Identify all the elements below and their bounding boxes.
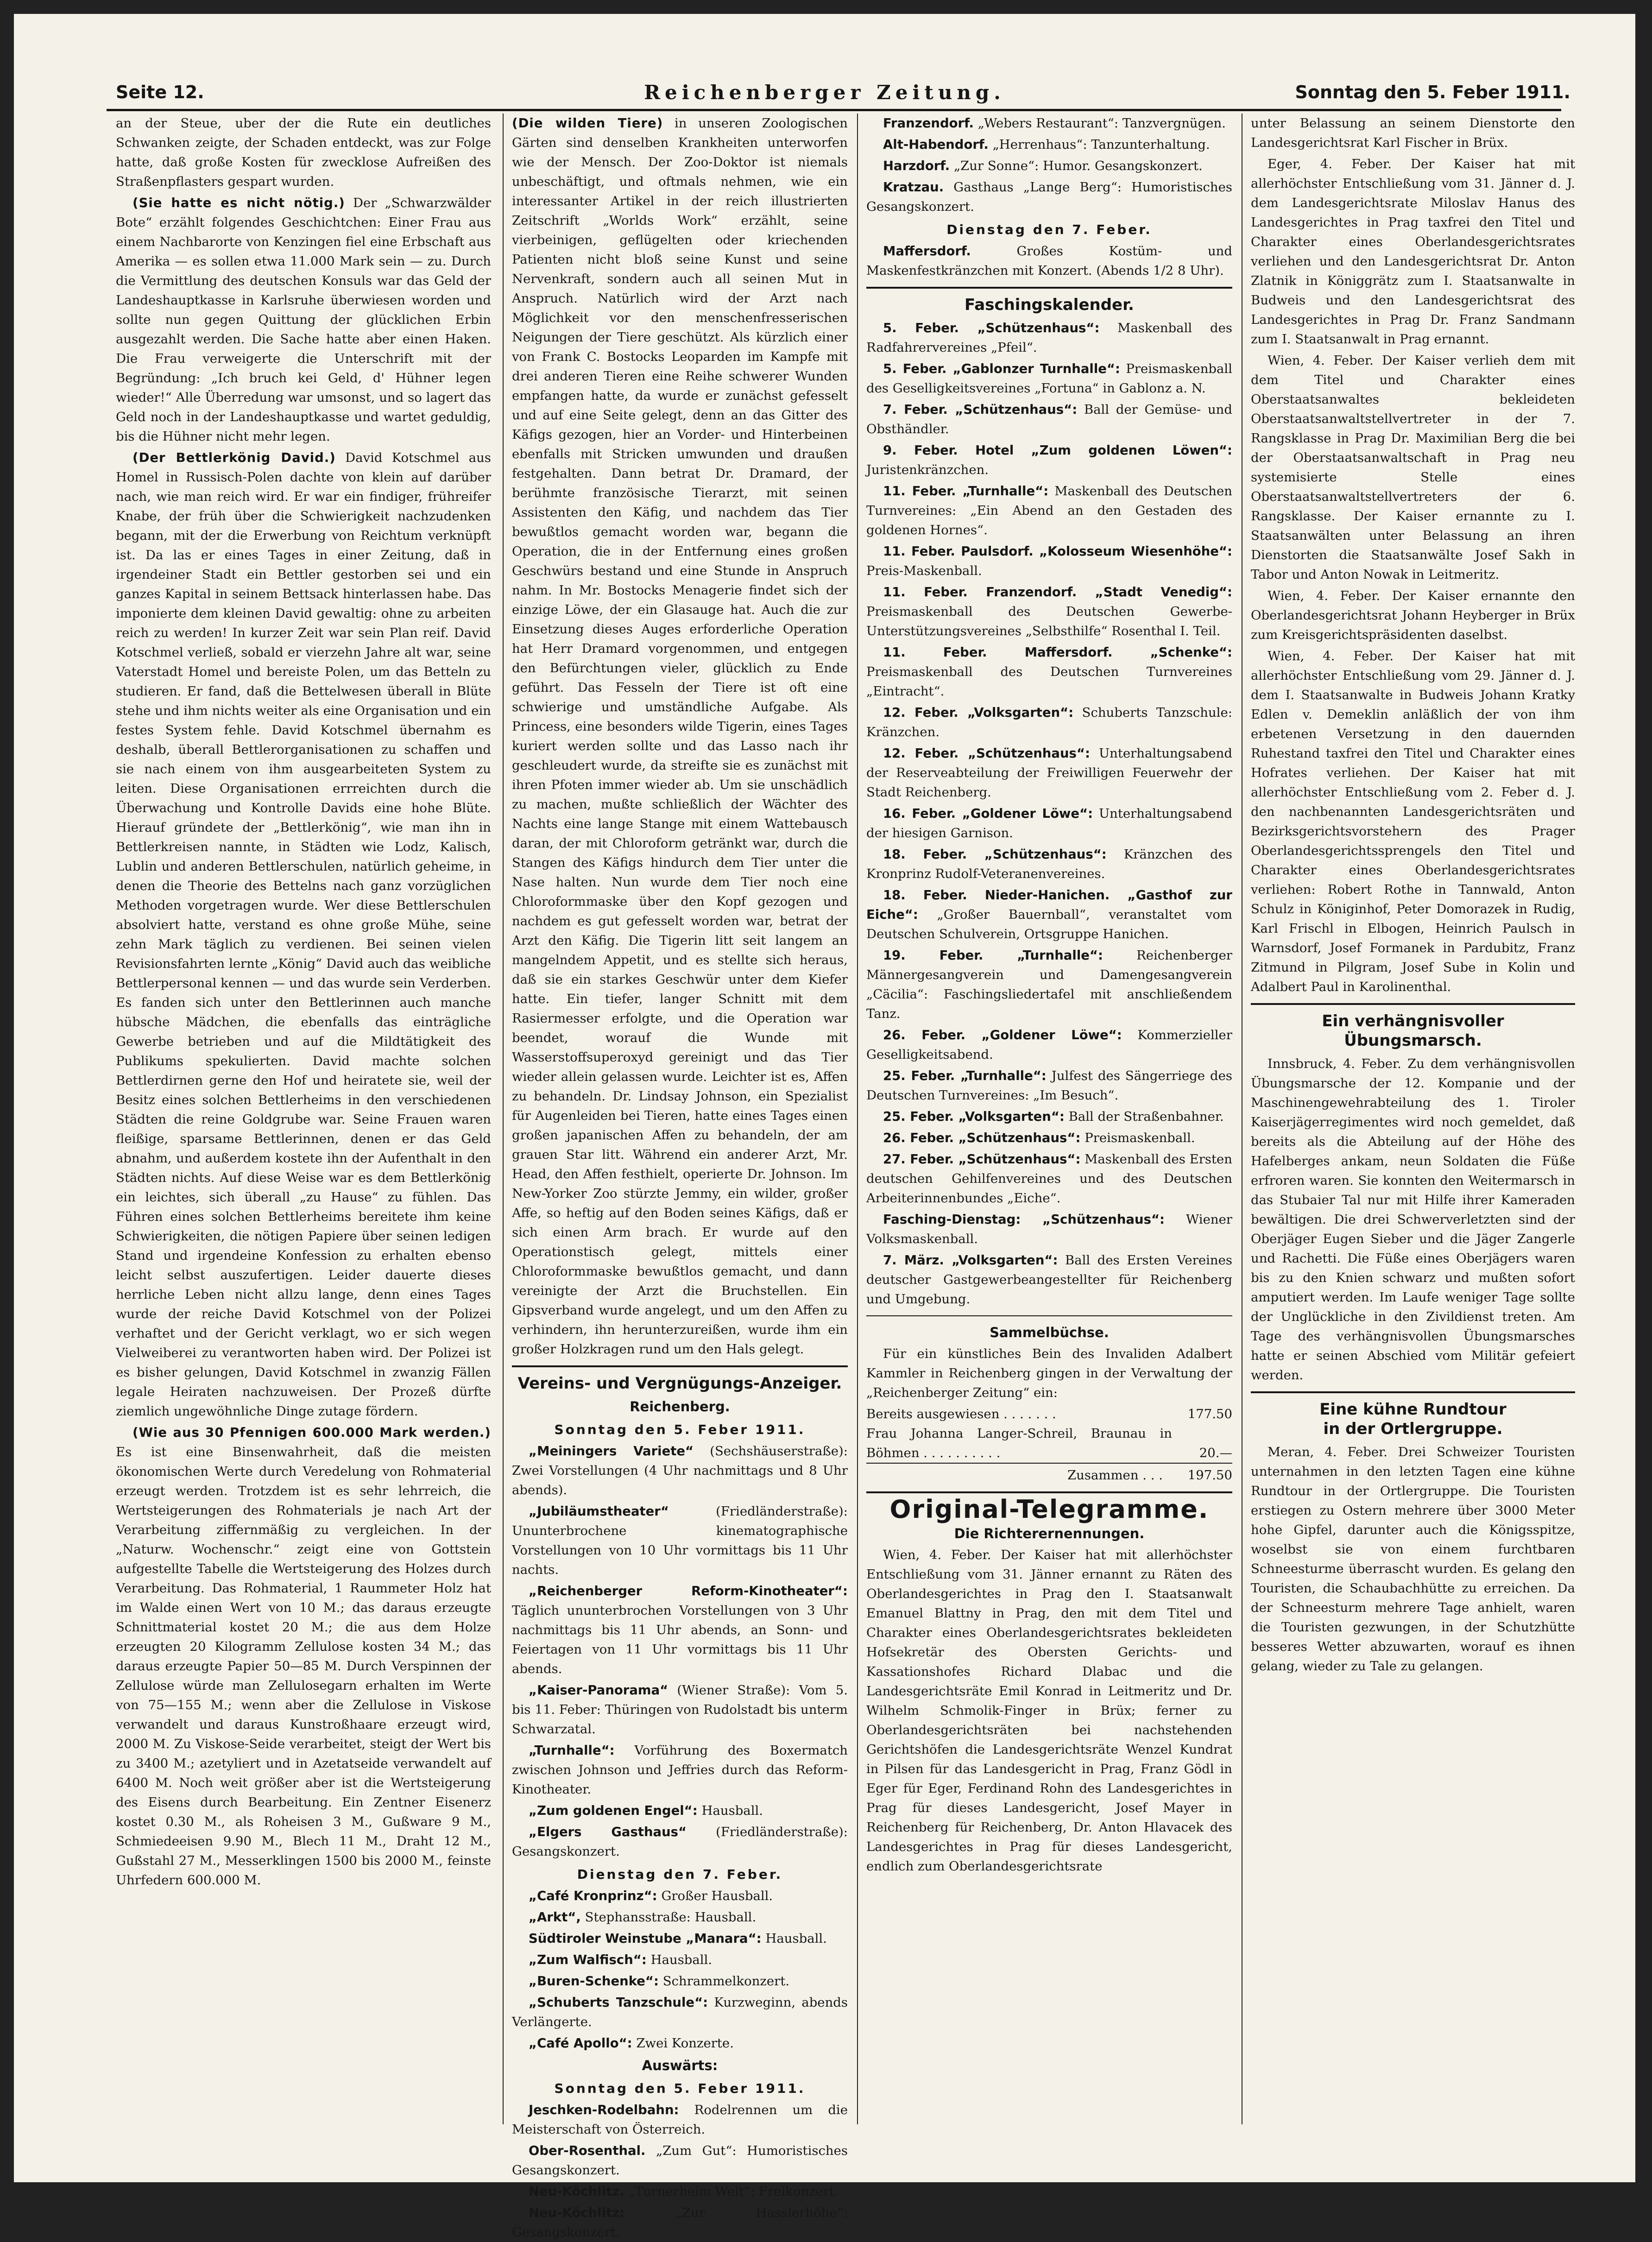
event-text: (Sechshäuserstraße): Zwei Vorstellungen (4 Uhr nachmittags und 8 Uhr abends). <box>512 1444 848 1497</box>
calendar-text: Unterhaltungsabend der hiesigen Garnison. <box>866 806 1232 840</box>
event-venue: Ober-Rosenthal. <box>529 2143 646 2158</box>
article-paragraph: Wien, 4. Feber. Der Kaiser hat mit allerhöchster Entschließung vom 31. Jänner ernannt zu Räten des Oberlandesgerichtes in Prag den I. Staatsanwalt Emanuel Blattny in Prag, den mit dem Titel und Charakter eines Oberlandesgerichtsrates bekleideten Hofsekretär des Obersten Gerichts- und Kassationshofes Richard Dlabac und die Landesgerichtsräte Emil Konrad in Leitmeritz und Dr. Wilhelm Schmolik-Finger in Brüx; ferner zu Oberlandesgerichtsräten bei nachstehenden Gerichtshöfen die Landesgerichtsräte Wenzel Kundrat in Pilsen für das Landesgericht in Prag, Franz Gödl in Eger für Eger, Ferdinand Rohn des Landesgerichtes in Prag für dieses Landesgericht, Josef Mayer in Reichenberg für Reichenberg, Dr. Anton Hlavacek des Landesgerichtes in Prag für dieses Landesgericht, endlich zum Oberlandesgerichtsrate <box>866 1547 1232 1874</box>
section-title: Faschingskalender. <box>965 296 1134 314</box>
event-entry <box>512 1741 848 1799</box>
calendar-date-venue: 11. Feber. Maffersdorf. „Schenke“: <box>883 645 1232 660</box>
event-text: Täglich ununterbrochen Vorstellungen von 3 Uhr nachmittags bis 11 Uhr abends, an Sonn- und Feiertagen von 11 Uhr vormittags bis 11 Uhr abends. <box>512 1603 848 1676</box>
calendar-entry <box>866 885 1232 944</box>
event-text: „Zum Gut“: Humoristisches Gesangskonzert. <box>512 2143 848 2178</box>
calendar-date-venue: 18. Feber. Nieder-Hanichen. „Gasthof zur Eiche“: <box>866 888 1232 922</box>
event-text: „Herrenhaus“: Tanzunterhaltung. <box>992 137 1210 152</box>
event-venue: Kratzau. <box>883 180 944 195</box>
event-venue: „Elgers Gasthaus“ <box>529 1825 687 1839</box>
calendar-text: Schuberts Tanzschule: Kränzchen. <box>866 705 1233 739</box>
calendar-text: Preismaskenball des Deutschen Gewerbe- Unterstützungsvereines „Selbsthilfe“ Rosenthal I. Teil. <box>866 604 1232 638</box>
article-headline: (Der Bettlerkönig David.) <box>132 450 336 465</box>
table-row <box>866 1404 1232 1424</box>
event-venue: Südtiroler Weinstube „Manara“: <box>529 1931 762 1946</box>
event-text: Vorführung des Boxermatch zwischen Johnson und Jeffries durch das Reform-Kinotheater. <box>512 1743 848 1797</box>
event-entry <box>866 135 1232 154</box>
article-paragraph: Wien, 4. Feber. Der Kaiser verlieh dem mit dem Titel und Charakter eines Oberstaatsanwaltes bekleideten Oberstaatsanwaltstellvertreter in der 7. Rangsklasse in Prag Dr. Maximilian Berg die bei der Oberstaatsanwaltschaft in Prag neu systemisierte Stelle eines Oberstaatsanwaltstellvertreters der 6. Rangsklasse. Der Kaiser ernannte zu I. Staatsanwälten unter Belassung an ihren Dienstorten die Staatsanwälte Josef Sakh in Tabor und Anton Nowak in Leitmeritz. <box>1251 353 1575 582</box>
calendar-date-venue: 9. Feber. Hotel „Zum goldenen Löwen“: <box>883 443 1232 458</box>
calendar-text: Juristenkränzchen. <box>866 462 989 477</box>
article-paragraph: Wien, 4. Feber. Der Kaiser ernannte den Oberlandesgerichtsrat Johann Heyberger in Brüx zum Kreisgerichtspräsidenten daselbst. <box>1251 588 1575 642</box>
article-headline-2: in der Ortlergruppe. <box>1323 1420 1503 1438</box>
calendar-text: Kränzchen des Kronprinz Rudolf-Veteranenvereines. <box>866 847 1232 881</box>
event-venue: „Zum Walfisch“: <box>529 1952 647 1967</box>
event-venue: „Arkt“, <box>529 1910 581 1925</box>
column-2 <box>512 114 848 2240</box>
event-text: Schrammelkonzert. <box>662 1974 790 1989</box>
section-rule <box>512 1365 848 1367</box>
event-text: „Webers Restaurant“: Tanzvergnügen. <box>977 116 1226 131</box>
table-row-total <box>866 1463 1232 1485</box>
event-entry <box>512 1993 848 2032</box>
calendar-entry <box>866 318 1232 357</box>
column-1 <box>116 114 491 2134</box>
article-paragraph: Innsbruck, 4. Feber. Zu dem verhängnisvollen Übungsmarsche der 12. Kompanie und der Maschinengewehrabteilung des 1. Tiroler Kaiserjägerregimentes wird noch gemeldet, daß bereits als die Abteilung auf der Höhe des Hafelberges ankam, neun Soldaten die Füße erfroren waren. Sie konnten den Weitermarsch in das Stubaier Tal nur mit Hilfe ihrer Kameraden bewältigen. Die drei Schwerverletzten sind der Oberjäger Eugen Sieber und die Jäger Zangerle und Rachetti. Die Füße eines Oberjägers waren bis zu den Knien schwarz und mußten sofort amputiert werden. Im Laufe weniger Tage sollte der Unglückliche in den Zivildienst treten. Am Tage des verhängnisvollen Übungsmarsches hatte er seinen Abschied vom Militär gefeiert werden. <box>1251 1056 1575 1383</box>
calendar-text: Maskenball des Deutschen Turnvereines: „Ein Abend an den Gestaden des goldenen Hornes“. <box>866 484 1232 537</box>
date-heading: Sonntag den 5. Feber 1911. <box>554 1422 806 1437</box>
issue-date: Sonntag den 5. Feber 1911. <box>1295 82 1570 102</box>
event-entry <box>866 156 1232 176</box>
event-entry <box>512 2034 848 2053</box>
event-text: Hausball. <box>701 1803 763 1818</box>
event-venue: „Jubiläumstheater“ <box>529 1504 669 1519</box>
calendar-date-venue: 7. Feber. „Schützenhaus“: <box>883 402 1078 417</box>
event-list <box>512 1886 848 2053</box>
calendar-entry <box>866 703 1232 742</box>
column-3 <box>866 114 1232 2134</box>
event-entry <box>512 1950 848 1970</box>
newspaper-page <box>14 14 1635 2240</box>
calendar-entry <box>866 1250 1232 1309</box>
calendar-date-venue: Fasching-Dienstag: „Schützenhaus“: <box>883 1212 1165 1227</box>
calendar-date-venue: 27. Feber. „Schützenhaus“: <box>883 1152 1081 1167</box>
calendar-date-venue: 26. Feber. „Goldener Löwe“: <box>883 1028 1122 1042</box>
event-entry <box>512 1441 848 1500</box>
article-paragraph: unter Belassung an seinem Dienstorte den Landesgerichtsrat Karl Fischer in Brüx. <box>1251 116 1575 150</box>
calendar-entry <box>866 744 1232 802</box>
article-headline: (Wie aus 30 Pfennigen 600.000 Mark werden.) <box>132 1425 491 1440</box>
event-text: Zwei Konzerte. <box>636 2036 734 2051</box>
calendar-text: Wiener Volksmaskenball. <box>866 1212 1232 1246</box>
event-venue: „Café Apollo“: <box>529 2036 632 2051</box>
column-divider <box>503 114 504 2124</box>
calendar-entry <box>866 643 1232 701</box>
calendar-text: Ball der Gemüse- und Obsthändler. <box>866 402 1232 436</box>
section-title: Sammelbüchse. <box>990 1325 1109 1340</box>
calendar-text: Preismaskenball des Deutschen Turnvereines „Eintracht“. <box>866 664 1232 699</box>
event-entry <box>512 2203 848 2242</box>
event-text: „Turnerheim Welt“: Freikonzert. <box>628 2184 839 2199</box>
article-body: David Kotschmel aus Homel in Russisch-Polen dachte von klein auf darüber nach, wie man reich wird. Er war ein findiger, frühreifer Knabe, der früh über die Schwierigkeit nachzudenken begann, mit der die Erwerbung von Reichtum verknüpft ist. Da las er eines Tages in einer Zeitung, daß in irgendeiner Stadt ein Bettler gestorben sei und ein ganzes Kapital in seinem Bettsack hinterlassen habe. Das imponierte dem kleinen David gewaltig: ohne zu arbeiten reich zu werden! In kurzer Zeit war sein Plan reif. David Kotschmel verließ, sobald er vierzehn Jahre alt war, seine Vaterstadt Homel und bereiste Polen, um das Betteln zu studieren. Er fand, daß die Bettelwesen überall in Blüte stehe und ihm nichts weiter als eine Organisation und ein festes System fehle. David Kotschmel übernahm es deshalb, überall Bettlerorganisationen zu schaffen und sie nach einem von ihm ausgearbeiteten System zu leiten. Diese Organisationen errreichten durch die Überwachung und Kontrolle Davids eine hohe Blüte. Hierauf gründete der „Bettlerkönig“, wie man ihn in Bettlerkreisen nannte, in Städten wie Lodz, Kalisch, Lublin und anderen Bettlerschulen, natürlich geheime, in denen die Theorie des Bettelns nach ganz vorzüglichen Methoden vorgetragen wurde. Wer diese Bettlerschulen absolviert hatte, verstand es ohne große Mühe, seine zehn Mark täglich zu verdienen. Bei seinen vielen Revisionsfahrten lernte „König“ David auch das weibliche Bettlerpersonal kennen — und das wurde sein Verderben. Es fanden sich unter den Bettlerinnen auch manche hübsche Mädchen, die ebenfalls das einträgliche Gewerbe betrieben und auf die Mildtätigkeit des Publikums spekulierten. David machte solchen Bettlerdirnen gerne den Hof und heiratete sie, weil der Besitz eines solchen Bettlerheims in den verschiedenen Städten die reine Goldgrube war. Seine Frauen waren fleißige, sparsame Bettlerinnen, denen er das Geld abnahm, und außerdem kostete ihn der Aufenthalt in den Städten nichts. Auf diese Weise war es dem Bettlerkönig ein leichtes, sich überall „zu Hause“ zu fühlen. Das Führen eines solchen Bettlerheims bereitete ihm keine Schwierigkeiten, die nötigen Papiere über seinen ledigen Stand und irgendeine Konfession zu erhalten ebenso leicht selbst auszufertigen. Leider dauerte dieses herrliche Leben nicht allzu lange, denn eines Tages wurde der reiche David Kotschmel von der Polizei verhaftet und der Gericht verklagt, wo er sich wegen Vielweiberei zu verantworten haben wird. Der Polizei ist es bisher gelungen, David Kotschmel in zwanzig Fällen legale Heiraten nachzuweisen. Der Prozeß dürfte ziemlich ungewöhnliche Dinge zutage fördern. <box>116 450 491 1419</box>
article-body: Der „Schwarzwälder Bote“ erzählt folgendes Geschichtchen: Einer Frau aus einem Nachbarorte von Kenzingen fiel eine Erbschaft aus Amerika — es sollen etwa 11.000 Mark sein — zu. Durch die Vermittlung des deutschen Konsuls war das Geld der Landeshauptkasse in Karlsruhe überwiesen worden und sollte nun gegen Quittung der glücklichen Erbin ausgezahlt werden. Die Sache hatte aber einen Haken. Die Frau verweigerte die Unterschrift mit der Begründung: „Ich bruch kei Geld, d' Hühner legen wieder!“ Alle Überredung war umsonst, und so lagert das Geld noch in der Landeshauptkasse und wartet geduldig, bis die Hühner nicht mehr legen. <box>116 196 491 444</box>
event-text: Gasthaus „Lange Berg“: Humoristisches Gesangskonzert. <box>866 180 1232 214</box>
calendar-date-venue: 25. Feber. „Volksgarten“: <box>883 1109 1065 1124</box>
calendar-text: Reichenberger Männergesangverein und Damengesangverein „Cäcilia“: Faschingsliedertafel mit anschließendem Tanz. <box>866 948 1232 1021</box>
article-headline: Eine kühne Rundtour <box>1319 1400 1507 1419</box>
calendar-date-venue: 11. Feber. Franzendorf. „Stadt Venedig“: <box>883 585 1232 600</box>
event-text: (Friedländerstraße): Gesangskonzert. <box>512 1825 848 1859</box>
article-paragraph: Meran, 4. Feber. Drei Schweizer Touristen unternahmen in den letzten Tagen eine kühne Rundtour in der Ortlergruppe. Die Touristen erstiegen zu Ostern mehrere über 3000 Meter hohe Gipfel, darunter auch die Königsspitze, woselbst sie von einem furchtbaren Schneesturme überrascht wurden. Es gelang den Touristen, die Schaubachhütte zu erreichen. Da der Schneesturm mehrere Tage anhielt, waren die Touristen gezwungen, in der Schutzhütte besseres Wetter abzuwarten, worauf es ihnen gelang, wieder zu Tale zu gelangen. <box>1251 1445 1575 1674</box>
collection-amount: 20.— <box>1199 1446 1232 1460</box>
event-list <box>512 1441 848 1861</box>
calendar-entry <box>866 1066 1232 1105</box>
calendar-text: Preismaskenball. <box>1085 1130 1195 1145</box>
calendar-entry <box>866 1149 1232 1208</box>
article-body: Es ist eine Binsenwahrheit, daß die meisten ökonomischen Werte durch Veredelung von Rohmaterial erzeugt werden. Trotzdem ist es sehr lehrreich, die Wertsteigerungen des Rohmaterials je nach Art der Verarbeitung ziffernmäßig zu vergleichen. In der „Naturw. Wochenschr.“ zeigt eine von Gottstein aufgestellte Tabelle die Wertsteigerung des Holzes durch Verarbeitung. Das Rohmaterial, 1 Raummeter Holz hat im Walde einen Wert von 10 M.; das daraus erzeugte Schnittmaterial kostet 20 M.; die aus dem Holze erzeugten 20 Kilogramm Zellulose kosten 34 M.; das daraus erzeugte Papier 50—85 M. Durch Verspinnen der Zellulose würde man Zellulosegarn erhalten im Werte von 75—155 M.; wenn aber die Zellulose in Viskose verwandelt und daraus Kunstroßhaare erzeugt wird, 2000 M. Zu Viskose-Seide verarbeitet, steigt der Wert bis zu 3400 M.; azetyliert und in Azetatseide verwandelt auf 6400 M. Noch weit größer aber ist die Wertsteigerung des Eisens durch Bearbeitung. Ein Zentner Eisenerz kostet 0.30 M., als Roheisen 3 M., Gußware 9 M., Schmiedeeisen 9.90 M., Blech 11 M., Draht 12 M., Gußstahl 27 M., Messerklingen 1500 bis 2000 M., feinste Uhrfedern 600.000 M. <box>116 1445 491 1888</box>
calendar-entry <box>866 481 1232 540</box>
event-text: Stephansstraße: Hausball. <box>585 1910 757 1925</box>
event-venue: „Kaiser-Panorama“ <box>529 1683 668 1698</box>
date-heading: Dienstag den 7. Feber. <box>946 222 1152 237</box>
calendar-entry <box>866 946 1232 1023</box>
event-entry <box>512 1801 848 1820</box>
calendar-text: Unterhaltungsabend der Reserveabteilung der Freiwilligen Feuerwehr der Stadt Reichenberg. <box>866 746 1232 800</box>
event-venue: „Reichenberger Reform-Kinotheater“: <box>529 1584 848 1598</box>
event-entry <box>866 241 1232 280</box>
calendar-date-venue: 12. Feber. „Schützenhaus“: <box>883 746 1090 761</box>
column-divider <box>857 114 858 2124</box>
event-entry <box>512 1680 848 1739</box>
event-text: Großer Hausball. <box>661 1888 773 1903</box>
event-entry <box>512 1929 848 1948</box>
region-heading: Auswärts: <box>642 2058 718 2073</box>
event-text: (Friedländerstraße): Ununterbrochene kinematographische Vorstellungen von 10 Uhr vormittags bis 11 Uhr nachts. <box>512 1504 848 1577</box>
calendar-entry <box>866 542 1232 581</box>
event-text: Rodelrennen um die Meisterschaft von Österreich. <box>512 2103 848 2137</box>
date-heading: Sonntag den 5. Feber 1911. <box>554 2081 806 2096</box>
event-venue: „Schuberts Tanzschule“: <box>529 1995 708 2010</box>
calendar-entry <box>866 1025 1232 1064</box>
article-paragraph: Eger, 4. Feber. Der Kaiser hat mit allerhöchster Entschließung vom 31. Jänner d. J. dem Landesgerichtsrate Miloslav Hanus des Landesgerichtes in Prag taxfrei den Titel und Charakter eines Oberlandesgerichtsrates verliehen und den Landesgerichtsrat Dr. Anton Zlatnik in Königgrätz zum I. Staatsanwalte in Budweis und den Landesgerichtsrat des Landesgerichtes in Prag Dr. Franz Sandmann zum I. Staatsanwalt in Prag ernannt. <box>1251 157 1575 347</box>
event-venue: „Buren-Schenke“: <box>529 1974 659 1989</box>
calendar-text: Maskenball des Ersten deutschen Gehilfenvereines und des Deutschen Arbeiterinnenbundes „Eiche“. <box>866 1152 1233 1206</box>
article-headline: (Die wilden Tiere) <box>512 116 663 131</box>
section-rule <box>1251 1391 1575 1393</box>
collection-label: Frau Johanna Langer-Schreil, Braunau in Böhmen . . . . . . . . . . <box>866 1426 1172 1460</box>
event-entry <box>512 2100 848 2139</box>
event-entry <box>866 177 1232 216</box>
event-venue: Neu-Köchlitz. <box>529 2184 624 2199</box>
article-headline: (Sie hatte es nicht nötig.) <box>132 196 345 210</box>
calendar-entry <box>866 1107 1232 1126</box>
calendar-date-venue: 18. Feber. „Schützenhaus“: <box>883 847 1107 862</box>
event-entry <box>512 1886 848 1906</box>
column-4 <box>1251 114 1575 2134</box>
event-entry <box>512 1581 848 1679</box>
calendar-date-venue: 19. Feber. „Turnhalle“: <box>883 948 1103 963</box>
collection-label: Bereits ausgewiesen . . . . . . . <box>866 1407 1056 1421</box>
collection-amount: 177.50 <box>1187 1407 1232 1421</box>
calendar-entry <box>866 441 1232 480</box>
section-rule <box>866 1491 1232 1493</box>
event-venue: Alt-Habendorf. <box>883 137 989 152</box>
article-paragraph: an der Steue, uber der die Rute ein deutliches Schwanken zeigte, der Schaden entdeckt, was zur Folge hatte, daß große Kosten für zwecklose Aufreißen des Straßenpflasters gespart wurden. <box>116 116 491 189</box>
event-venue: „Zum goldenen Engel“: <box>529 1803 698 1818</box>
page-number: Seite 12. <box>116 82 204 102</box>
event-venue: Neu-Köchlitz: <box>529 2205 625 2220</box>
calendar-entry <box>866 359 1232 398</box>
calendar-entry <box>866 804 1232 843</box>
article-body: in unseren Zoologischen Gärten sind denselben Krankheiten unterworfen wie der Mensch. Der Zoo-Doktor ist niemals unbeschäftigt, und oftmals nehmen, wie ein interessanter Artikel in der reich illustrierten Zeitschrift „Worlds Work“ erzählt, seine vierbeinigen, geflügelten oder kriechenden Patienten nicht bloß seine Kunst und seine Nervenkraft, sondern auch all seinen Mut in Anspruch. Natürlich wird der Arzt nach Möglichkeit vor den menschenfresserischen Neigungen der Tiere geschützt. Als kürzlich einer von Frank C. Bostocks Leoparden im Kampfe mit drei anderen Tieren eine Reihe schwerer Wunden empfangen hatte, da wurde er zunächst gefesselt und auf eine Seite gelegt, denn an das Gitter des Käfigs gezogen, hier an Vorder- und Hinterbeinen ebenfalls mit Stricken umwunden und draußen festgehalten. Dann betrat Dr. Dramard, der berühmte französische Tierarzt, mit seinen Assistenten den Käfig, und nachdem das Tier bewußtlos gemacht worden war, begann die Operation, die in der Entfernung eines großen Geschwürs bestand und eine Stunde in Anspruch nahm. In Mr. Bostocks Menagerie findet sich der einzige Löwe, der ein Glasauge hat. Auch die zur Einsetzung dieses Auges erforderliche Operation hat Herr Dramard vorgenommen, und entgegen den Befürchtungen vieler, glücklich zu Ende geführt. Das Fesseln der Tiere ist oft eine schwierige und umständliche Aufgabe. Als Princess, eine besonders wilde Tigerin, eines Tages kuriert werden sollte und das Lasso nach ihr geschleudert wurde, da streifte sie es zunächst mit ihren Pfoten immer wieder ab. Um sie unschädlich zu machen, mußte schließlich der Wächter des Nachts eine lange Stange mit einem Wattebausch daran, der mit Chloroform getränkt war, durch die Stangen des Käfigs hindurch dem Tier unter die Nase halten. Nun wurde dem Tier noch eine Chloroformmaske über den Kopf gezogen und nachdem es gut gefesselt worden war, betrat der Arzt den Käfig. Die Tigerin litt seit langem an mangelndem Appetit, und es stellte sich heraus, daß sie ein starkes Geschwür unter dem Kiefer hatte. Ein tiefer, langer Schnitt mit dem Rasiermesser erfolgte, und die Operation war beendet, worauf die Wunde mit Wasserstoffsuperoxyd gereinigt und das Tier wieder allein gelassen wurde. Leichter ist es, Affen zu behandeln. Dr. Lindsay Johnson, ein Spezialist für Augenleiden bei Tieren, hatte eines Tages einen großen japanischen Affen zu behandeln, der am grauen Star litt. Während ein anderer Arzt, Mr. Head, den Affen festhielt, operierte Dr. Johnson. Im New-Yorker Zoo stürzte Jemmy, ein wilder, großer Affe, so heftig auf den Boden seines Käfigs, daß er sich einen Arm brach. Er wurde auf den Operationstisch gelegt, mittels einer Chloroformmaske bewußtlos gemacht, und dann vereinigte der Arzt die Bruchstellen. Ein Gipsverband wurde angelegt, und um den Affen zu verhindern, ihn herunterzureißen, wurde ihm ein großer Holzkragen rund um den Hals gelegt. <box>512 116 848 1357</box>
calendar-text: Preismaskenball des Geselligkeitsvereines „Fortuna“ in Gablonz a. N. <box>866 361 1232 396</box>
article-paragraph <box>116 448 491 1421</box>
event-entry <box>512 2141 848 2180</box>
calendar-text: Maskenball des Radfahrervereines „Pfeil“. <box>866 321 1232 355</box>
event-text: Hausball. <box>765 1931 827 1946</box>
article-headline: Ein verhängnisvoller Übungsmarsch. <box>1322 1012 1504 1050</box>
collection-total: 197.50 <box>1172 1463 1232 1485</box>
event-venue: Harzdorf. <box>883 158 950 173</box>
calendar-text: Ball des Ersten Vereines deutscher Gastgewerbeangestellter für Reichenberg und Umgebung. <box>866 1253 1233 1307</box>
calendar-entry <box>866 1128 1232 1148</box>
event-list <box>512 2100 848 2242</box>
event-list <box>866 114 1232 216</box>
event-venue: Jeschken-Rodelbahn: <box>529 2103 679 2117</box>
event-text: „Zur Hasslerhöhe“: Gesangskonzert. <box>512 2205 848 2240</box>
event-text: (Wiener Straße): Vom 5. bis 11. Feber: Thüringen von Rudolstadt bis unterm Schwarzatal. <box>512 1683 848 1737</box>
calendar-text: Preis-Maskenball. <box>866 563 982 578</box>
event-venue: Maffersdorf. <box>883 244 971 259</box>
event-text: Großes Kostüm- und Maskenfestkränzchen mit Konzert. (Abends 1/2 8 Uhr). <box>866 244 1232 278</box>
calendar-date-venue: 5. Feber. „Gablonzer Turnhalle“: <box>883 361 1120 376</box>
collection-total-label: Zusammen . . . <box>866 1463 1172 1485</box>
event-venue: „Meiningers Variete“ <box>529 1444 694 1459</box>
calendar-date-venue: 12. Feber. „Volksgarten“: <box>883 705 1074 720</box>
calendar-text: Kommerzieller Geselligkeitsabend. <box>866 1028 1232 1062</box>
event-text: „Zur Sonne“: Humor. Gesangskonzert. <box>953 158 1203 173</box>
calendar-date-venue: 11. Feber. „Turnhalle“: <box>883 484 1049 499</box>
event-text: Kurzweginn, abends Verlängerte. <box>512 1995 848 2029</box>
collection-intro: Für ein künstliches Bein des Invaliden Adalbert Kammler in Reichenberg gingen in der Verwaltung der „Reichenberger Zeitung“ ein: <box>866 1346 1232 1400</box>
carnival-calendar <box>866 318 1232 1309</box>
article-headline: Die Richterernennungen. <box>954 1526 1145 1541</box>
article-paragraph: Wien, 4. Feber. Der Kaiser hat mit allerhöchster Entschließung vom 29. Jänner d. J. dem I. Staatsanwalte in Budweis Johann Kratky Edlen v. Demeklin anläßlich der von ihm erbetenen Versetzung in den dauernden Ruhestand taxfrei den Titel und Charakter eines Hofrates verliehen. Der Kaiser hat mit allerhöchster Entschließung vom 2. Feber d. J. den nachbenannten Landesgerichtsräten und Bezirksgerichtsvorstehern des Prager Oberlandesgerichtssprengels den Titel und Charakter eines Oberlandesgerichtsrates verliehen: Robert Rothe in Tannwald, Anton Schulz in Königinhof, Peter Domorazek in Rudig, Karl Frischl in Elbogen, Heinrich Paulsch in Warnsdorf, Josef Formanek in Pardubitz, Franz Zitmund in Pilgram, Josef Sube in Kolin und Adalbert Paul in Karolinenthal. <box>1251 649 1575 994</box>
event-entry <box>512 1502 848 1579</box>
calendar-entry <box>866 1210 1232 1249</box>
section-title: Original-Telegramme. <box>889 1495 1209 1524</box>
calendar-text: „Großer Bauernball“, veranstaltet vom Deutschen Schulverein, Ortsgruppe Hanichen. <box>866 907 1232 941</box>
event-entry <box>866 114 1232 133</box>
calendar-date-venue: 25. Feber. „Turnhalle“: <box>883 1068 1047 1083</box>
calendar-date-venue: 16. Feber. „Goldener Löwe“: <box>883 806 1093 821</box>
city-heading: Reichenberg. <box>630 1399 730 1415</box>
calendar-entry <box>866 582 1232 641</box>
event-entry <box>512 1822 848 1861</box>
collection-table <box>866 1404 1232 1485</box>
masthead-title: Reichenberger Zeitung. <box>644 81 1005 104</box>
section-rule <box>866 287 1232 289</box>
section-title: Vereins- und Vergnügungs-Anzeiger. <box>517 1374 842 1393</box>
event-venue: „Café Kronprinz“: <box>529 1888 657 1903</box>
event-text: Hausball. <box>650 1952 713 1967</box>
calendar-date-venue: 7. März. „Volksgarten“: <box>883 1253 1058 1268</box>
article-paragraph <box>116 1423 491 1890</box>
calendar-entry <box>866 845 1232 884</box>
event-venue: „Turnhalle“: <box>529 1743 615 1758</box>
date-heading: Dienstag den 7. Feber. <box>577 1867 783 1882</box>
event-venue: Franzendorf. <box>883 116 974 131</box>
calendar-text: Julfest des Sängerriege des Deutschen Turnvereines: „Im Besuch“. <box>866 1068 1232 1103</box>
section-rule <box>1251 1003 1575 1005</box>
calendar-date-venue: 5. Feber. „Schützenhaus“: <box>883 321 1100 335</box>
table-row <box>866 1424 1232 1463</box>
calendar-text: Ball der Straßenbahner. <box>1068 1109 1224 1124</box>
calendar-date-venue: 11. Feber. Paulsdorf. „Kolosseum Wiesenhöhe“: <box>883 544 1232 559</box>
calendar-entry <box>866 400 1232 439</box>
article-paragraph <box>512 114 848 1359</box>
page-header <box>14 76 1635 114</box>
calendar-date-venue: 26. Feber. „Schützenhaus“: <box>883 1130 1081 1145</box>
event-entry <box>512 2182 848 2201</box>
article-paragraph <box>116 193 491 446</box>
event-entry <box>512 1971 848 1991</box>
event-entry <box>512 1907 848 1927</box>
header-rule <box>107 109 1561 111</box>
section-rule <box>866 1315 1232 1316</box>
